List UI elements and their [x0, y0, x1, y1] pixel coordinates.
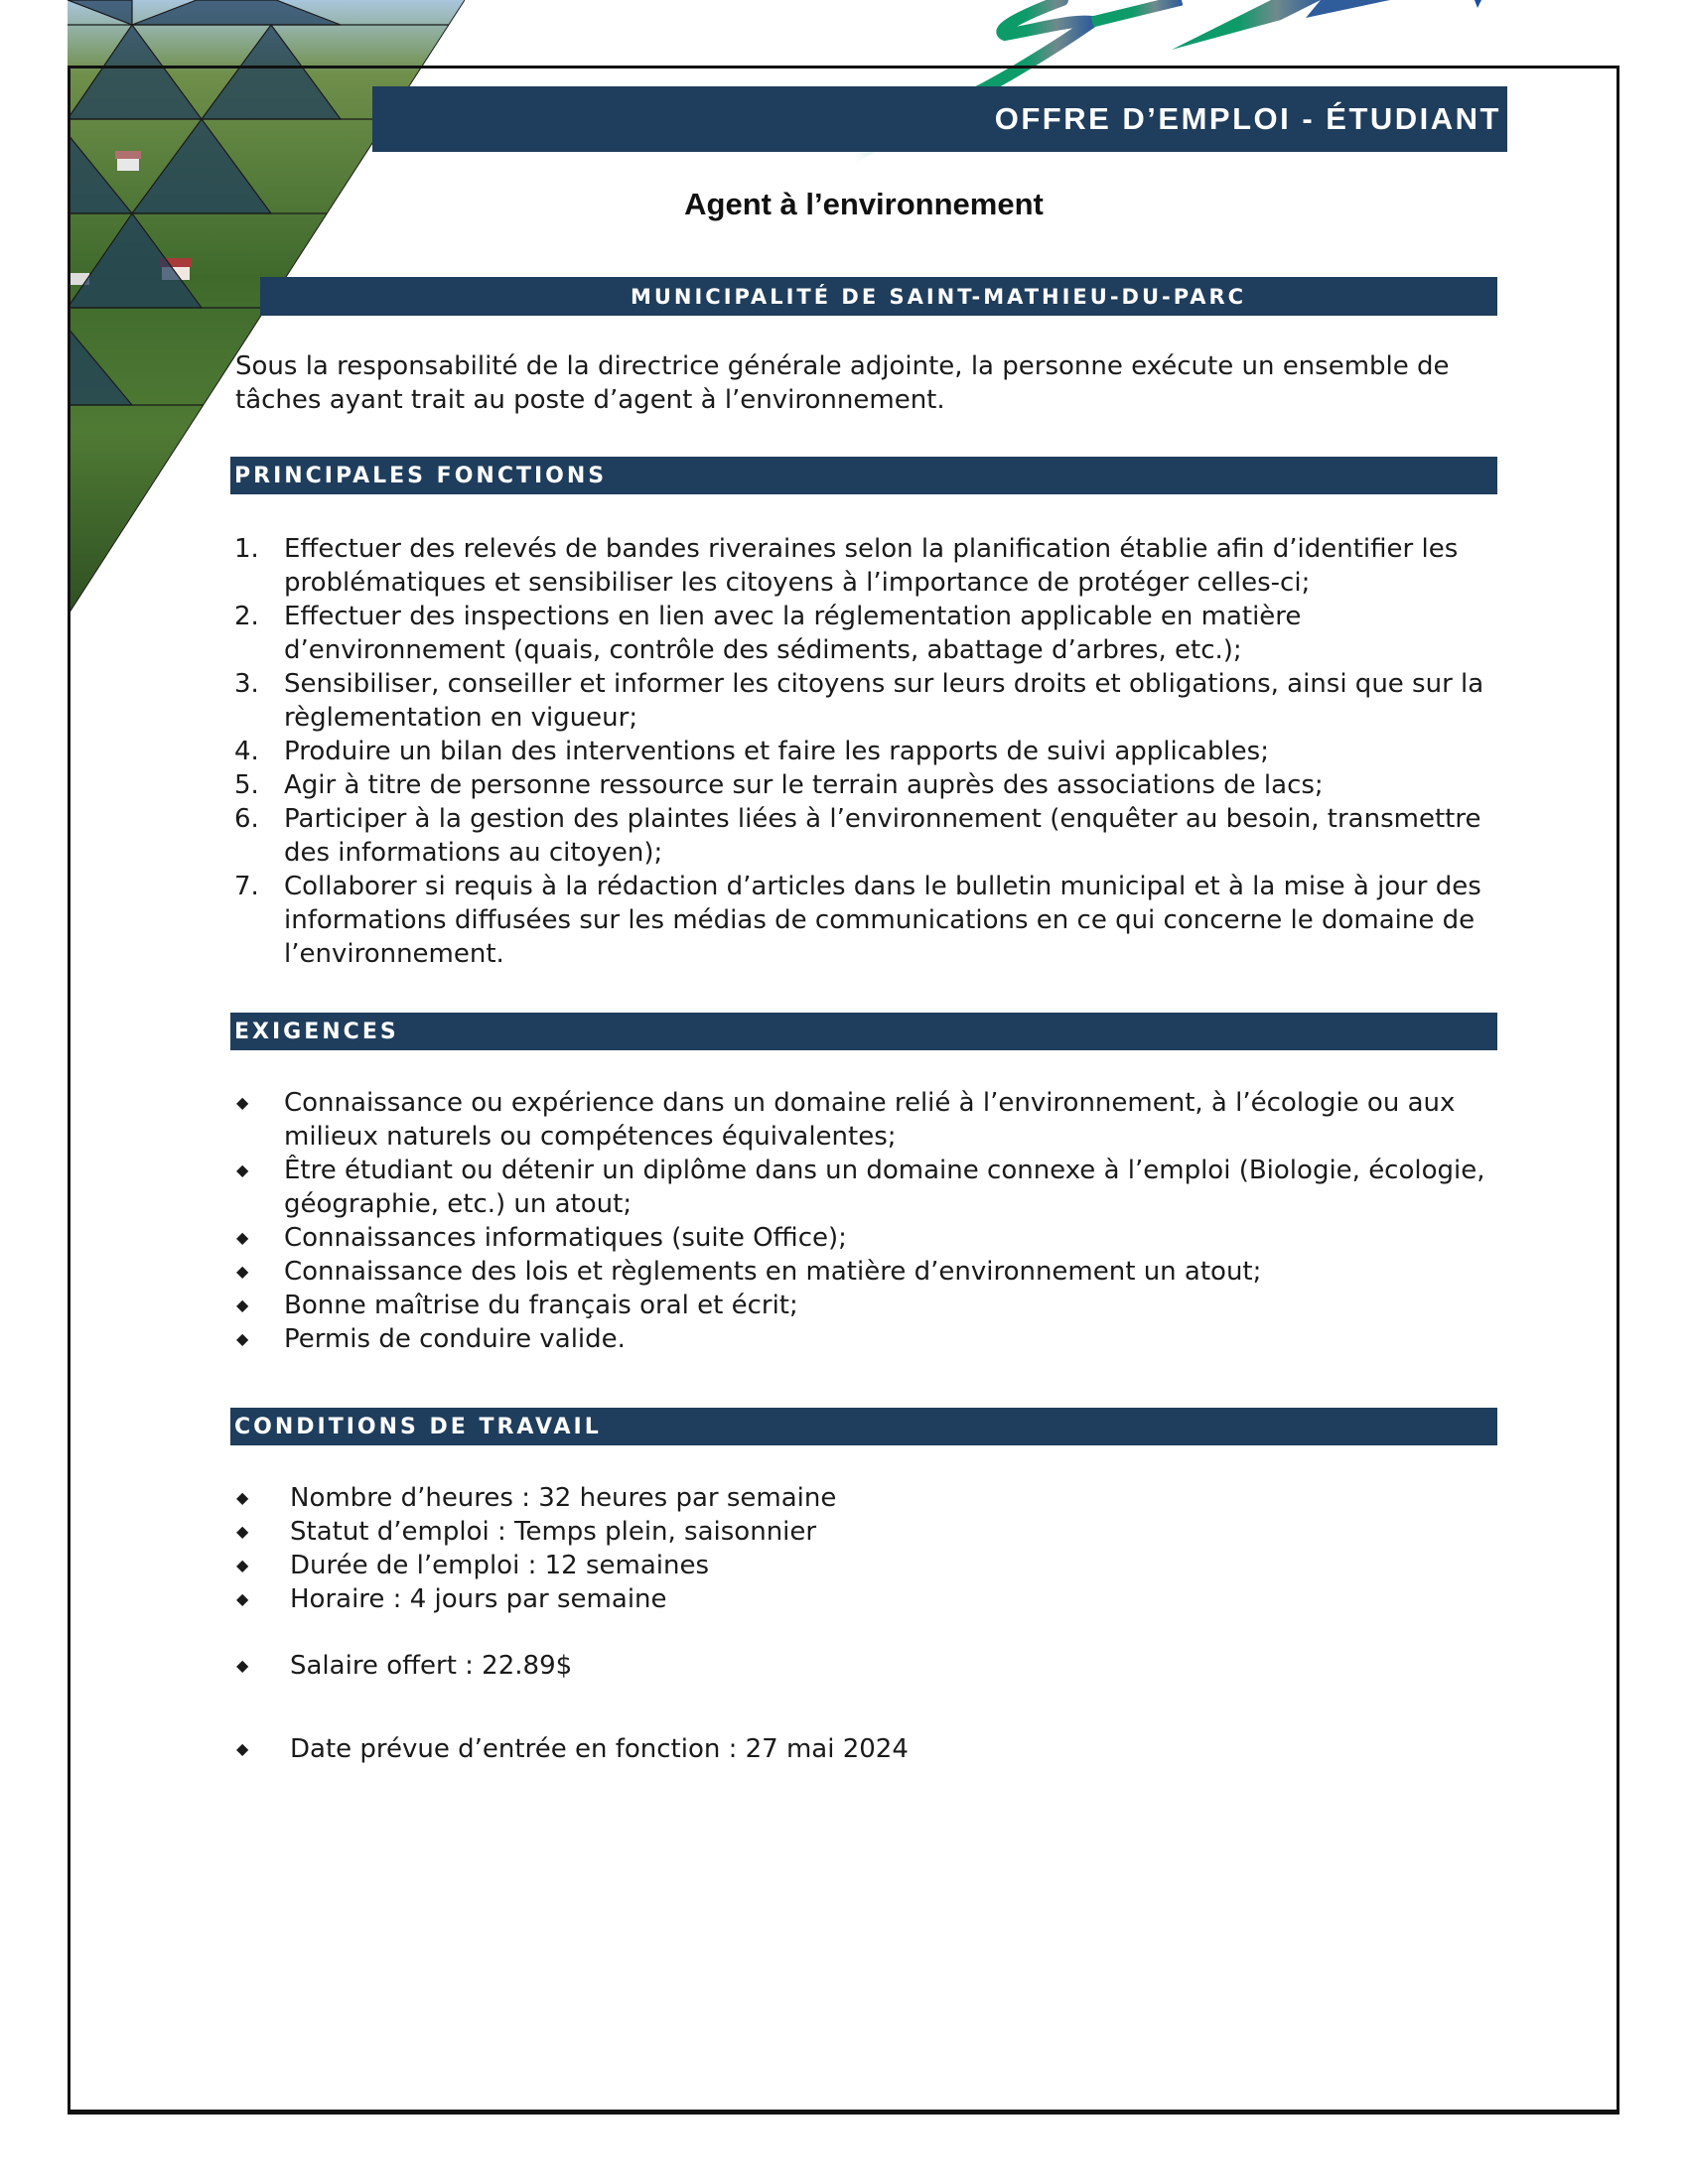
- section-title: PRINCIPALES FONCTIONS: [234, 463, 608, 488]
- job-title: Agent à l’environnement: [684, 187, 1044, 221]
- title-banner: [372, 86, 1507, 152]
- list-item: [230, 1255, 1511, 1289]
- list-item-text: Connaissances informatiques (suite Office);: [284, 1223, 847, 1253]
- start-date-list: [230, 1732, 1511, 1766]
- list-item-text: Collaborer si requis à la rédaction d’articles dans le bulletin municipal et à la mise à jour des informations diffusées sur les médias de communications en ce qui concerne le domaine de l’environnement.: [284, 872, 1481, 969]
- list-item-text: Effectuer des inspections en lien avec la réglementation applicable en matière d’environnement (quais, contrôle des sédiments, abattage d’arbres, etc.);: [284, 602, 1302, 665]
- list-item-text: Effectuer des relevés de bandes riveraines selon la planification établie afin d’identifier les problématiques et sensibiliser les citoyens à l’importance de protéger celles-ci;: [284, 534, 1459, 598]
- diamond-bullet-icon: ◆: [236, 1296, 249, 1314]
- list-number: 2.: [234, 602, 259, 631]
- diamond-bullet-icon: ◆: [236, 1488, 249, 1507]
- list-item-text: Durée de l’emploi : 12 semaines: [290, 1551, 709, 1580]
- section-title: EXIGENCES: [234, 1019, 399, 1044]
- list-number: 7.: [234, 872, 259, 901]
- list-item-text: Statut d’emploi : Temps plein, saisonnier: [290, 1517, 817, 1547]
- salary-list: [230, 1649, 1511, 1683]
- intro-paragraph: Sous la responsabilité de la directrice générale adjointe, la personne exécute un ensemble de tâches ayant trait au poste d’agent à l’environnement.: [235, 351, 1450, 415]
- section-header-fonctions: [230, 457, 1497, 494]
- diamond-bullet-icon: ◆: [236, 1262, 249, 1281]
- list-item-text: Horaire : 4 jours par semaine: [290, 1584, 667, 1614]
- diamond-bullet-icon: ◆: [236, 1160, 249, 1179]
- conditions-list: [230, 1481, 1511, 1616]
- list-number: 4.: [234, 737, 259, 766]
- municipality-name: MUNICIPALITÉ DE SAINT-MATHIEU-DU-PARC: [630, 284, 1247, 309]
- diamond-bullet-icon: ◆: [236, 1739, 249, 1758]
- list-number: 5.: [234, 770, 259, 800]
- diamond-bullet-icon: ◆: [236, 1589, 249, 1608]
- list-item-text: Connaissance ou expérience dans un domaine relié à l’environnement, à l’écologie ou aux milieux naturels ou compétences équivalentes;: [284, 1088, 1456, 1152]
- list-item-text: Permis de conduire valide.: [284, 1324, 626, 1354]
- list-item-text: Produire un bilan des interventions et faire les rapports de suivi applicables;: [284, 737, 1269, 766]
- diamond-bullet-icon: ◆: [236, 1522, 249, 1541]
- banner-title: OFFRE D’EMPLOI - ÉTUDIANT: [994, 101, 1501, 136]
- section-header-exigences: [230, 1013, 1497, 1050]
- exigences-list: [230, 1086, 1511, 1356]
- list-item: [230, 1481, 1511, 1515]
- diamond-bullet-icon: ◆: [236, 1656, 249, 1675]
- list-item: [230, 1154, 1511, 1221]
- list-item-text: Être étudiant ou détenir un diplôme dans un domaine connexe à l’emploi (Biologie, écologie, géographie, etc.) un atout;: [284, 1156, 1485, 1219]
- diamond-bullet-icon: ◆: [236, 1556, 249, 1574]
- section-title: CONDITIONS DE TRAVAIL: [234, 1414, 602, 1439]
- list-item-text: Nombre d’heures : 32 heures par semaine: [290, 1483, 837, 1513]
- list-number: 1.: [234, 534, 259, 564]
- list-item: [230, 1649, 1511, 1683]
- list-item: [230, 1086, 1511, 1154]
- list-item: [230, 768, 1511, 802]
- list-number: 3.: [234, 669, 259, 699]
- list-item: [230, 1515, 1511, 1549]
- list-item-text: Connaissance des lois et règlements en matière d’environnement un atout;: [284, 1257, 1262, 1287]
- list-item: [230, 1582, 1511, 1616]
- list-item-text: Bonne maîtrise du français oral et écrit;: [284, 1291, 798, 1320]
- fonctions-list: [230, 532, 1511, 971]
- list-item: [230, 735, 1511, 768]
- section-header-conditions: [230, 1408, 1497, 1445]
- municipality-banner: [260, 277, 1497, 316]
- list-item: [230, 1322, 1511, 1356]
- diamond-bullet-icon: ◆: [236, 1093, 249, 1112]
- list-item: [230, 532, 1511, 600]
- list-item: [230, 870, 1511, 971]
- list-item-text: Agir à titre de personne ressource sur le terrain auprès des associations de lacs;: [284, 770, 1324, 800]
- start-date-text: Date prévue d’entrée en fonction : 27 mai 2024: [290, 1734, 909, 1764]
- list-item-text: Sensibiliser, conseiller et informer les citoyens sur leurs droits et obligations, ainsi que sur la règlementation en vigueur;: [284, 669, 1484, 733]
- list-item: [230, 1732, 1511, 1766]
- salary-text: Salaire offert : 22.89$: [290, 1651, 573, 1681]
- list-item: [230, 1549, 1511, 1582]
- diamond-bullet-icon: ◆: [236, 1228, 249, 1247]
- list-item: [230, 667, 1511, 735]
- list-item-text: Participer à la gestion des plaintes liées à l’environnement (enquêter au besoin, transmettre des informations au citoyen);: [284, 804, 1481, 868]
- list-number: 6.: [234, 804, 259, 834]
- list-item: [230, 600, 1511, 667]
- list-item: [230, 1289, 1511, 1322]
- list-item: [230, 802, 1511, 870]
- diamond-bullet-icon: ◆: [236, 1329, 249, 1348]
- list-item: [230, 1221, 1511, 1255]
